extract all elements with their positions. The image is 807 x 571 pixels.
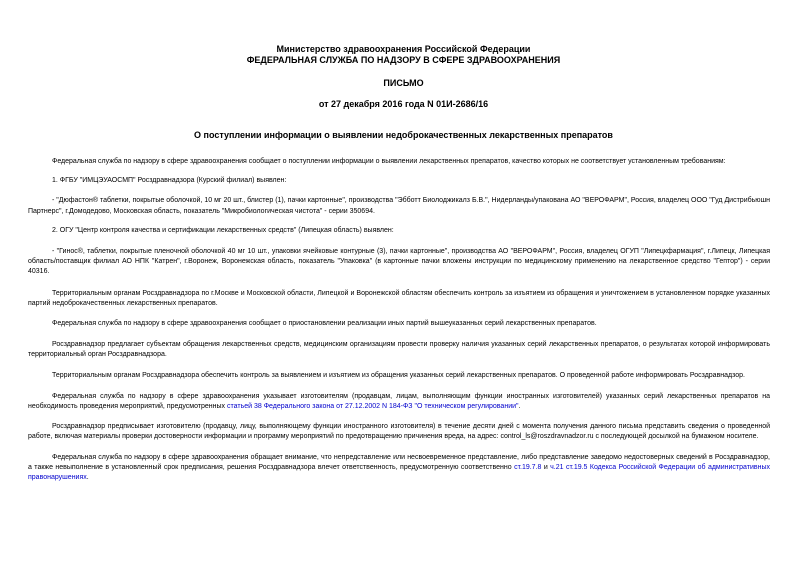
paragraph-12-end: . <box>86 474 89 482</box>
paragraph-11: Росздравнадзор предписывает изготовителю (продавцу, лицу, выполняющему функции иностранного изготовителя) в течение десяти дней с момента получения данного письма представить сведения о проведенной работе, включая материалы проверки достоверности информации и программу мероприятий по предотвращению причинения вреда, на адрес: control_ls@roszdravnadzor.ru с последующей досылкой на бумажном носителе. <box>28 423 770 441</box>
paragraph-1: Федеральная служба по надзору в сфере здравоохранения сообщает о поступлении информации о выявлении лекарственных препаратов, качество которых не соответствует установленным требованиям: <box>52 158 726 165</box>
service-name: ФЕДЕРАЛЬНАЯ СЛУЖБА ПО НАДЗОРУ В СФЕРЕ ЗДРАВООХРАНЕНИЯ <box>246 55 561 65</box>
document-kind: ПИСЬМО <box>383 78 424 88</box>
paragraph-12 <box>28 453 770 484</box>
document-body <box>28 157 770 483</box>
paragraph-12-text: Федеральная служба по надзору в сфере здравоохранения обращает внимание, что непредставление или несвоевременное представление, либо представление заведомо недостоверных сведений в Росздравнадзор, а также невыполнение в установленный срок предписания, решения Росздравнадзора влечет ответственность, предусмотренную соответственно <box>28 453 770 471</box>
paragraph-10-end: . <box>518 403 521 411</box>
law-article-link[interactable]: статьей 38 Федерального закона от 27.12.2002 N 184-ФЗ "О техническом регулировании" <box>227 403 519 411</box>
paragraph-10-text: Федеральная служба по надзору в сфере здравоохранения указывает изготовителям (продавцам, лицам, выполняющим функции иностранных изготовителей) указанных серий лекарственных препаратов на необходимость проведения мероприятий, предусмотренных <box>28 392 770 411</box>
paragraph-8: Росздравнадзор предлагает субъектам обращения лекарственных средств, медицинским организациям провести проверку наличия указанных серий лекарственных препаратов, о результатах которой информировать территориальный орган Росздравнадзора. <box>28 341 770 359</box>
document-header <box>0 44 807 66</box>
document-subject: О поступлении информации о выявлении недоброкачественных лекарственных препаратов <box>194 130 613 140</box>
paragraph-12-conj: и <box>541 463 551 471</box>
paragraph-4: 2. ОГУ "Центр контроля качества и сертификации лекарственных средств" (Липецкая область) выявлен: <box>52 226 394 234</box>
ministry-name: Министерство здравоохранения Российской Федерации <box>276 44 531 54</box>
paragraph-3: - "Дюфастон® таблетки, покрытые оболочкой, 10 мг 20 шт., блистер (1), пачки картонные", производства "Эбботт Биолоджикалз Б.В.", Нидерланды/упакована АО "ВЕРОФАРМ", Россия, владелец ООО "Гуд Дистрибьюшн Партнерс", г.Домодедово, Московская область, показатель "Микробиологическая чистота" - серии 350694. <box>28 197 770 215</box>
paragraph-10 <box>28 392 770 412</box>
article-19-7-8-link[interactable]: ст.19.7.8 <box>514 463 542 471</box>
paragraph-7: Федеральная служба по надзору в сфере здравоохранения сообщает о приостановлении реализации иных партий вышеуказанных серий лекарственных препаратов. <box>52 320 597 328</box>
koap-article-link[interactable]: ч.21 ст.19.5 Кодекса Российской Федерации об административных правонарушениях <box>28 463 770 482</box>
document-date: от 27 декабря 2016 года N 01И-2686/16 <box>318 99 489 109</box>
paragraph-5: - "Гинос®, таблетки, покрытые пленочной оболочкой 40 мг 10 шт., упаковки ячейковые контурные (3), пачки картонные", производства АО "ВЕРОФАРМ", Россия, владелец ОГУП "Липецкфармация", г.Липецк, Липецкая область/поставщик филиал АО НПК "Катрен", г.Воронеж, Воронежская область, показатель "Упаковка" (в картонные пачки вложены инструкции по медицинскому применению на лекарственное средство "Гептор") - серии 40316. <box>28 248 770 276</box>
paragraph-6: Территориальным органам Росздравнадзора по г.Москве и Московской области, Липецкой и Воронежской областям обеспечить контроль за изъятием из обращения и уничтожением в установленном порядке указанных партий недоброкачественных лекарственных препаратов. <box>28 289 770 307</box>
paragraph-2: 1. ФГБУ "ИМЦЭУАОСМП" Росздравнадзора (Курский филиал) выявлен: <box>52 177 287 185</box>
paragraph-9: Территориальным органам Росздравнадзора обеспечить контроль за выявлением и изъятием из обращения указанных серий лекарственных препаратов. О проведенной работе информировать Росздравнадзор. <box>52 371 745 379</box>
